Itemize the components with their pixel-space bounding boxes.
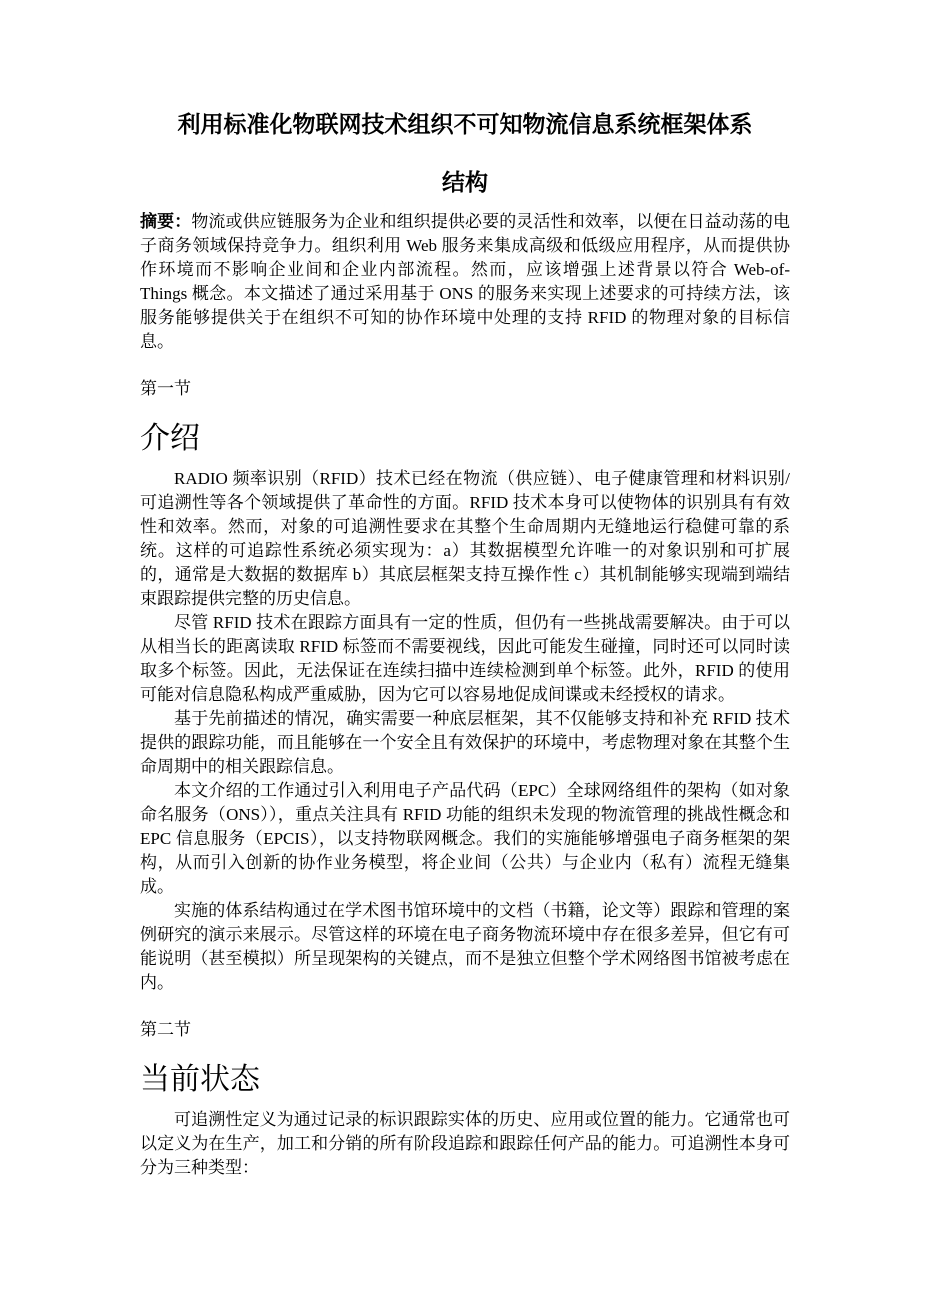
abstract-paragraph xyxy=(140,210,790,354)
section-1-paragraph-5: 实施的体系结构通过在学术图书馆环境中的文档（书籍，论文等）跟踪和管理的案例研究的演示来展示。尽管这样的环境在电子商务物流环境中存在很多差异，但它有可能说明（甚至模拟）所呈现架构的关键点，而不是独立但整个学术网络图书馆被考虑在内。 xyxy=(140,901,790,992)
section-1-paragraph-2: 尽管 RFID 技术在跟踪方面具有一定的性质，但仍有一些挑战需要解决。由于可以从相当长的距离读取 RFID 标签而不需要视线，因此可能发生碰撞，同时还可以同时读取多个标签。因此，无法保证在连续扫描中连续检测到单个标签。此外，RFID 的使用可能对信息隐私构成严重威胁，因为它可以容易地促成间谍或未经授权的请求。 xyxy=(140,613,790,704)
document-title xyxy=(140,112,790,196)
section-2-label: 第二节 xyxy=(140,1020,191,1039)
section-1-label: 第一节 xyxy=(140,379,191,398)
abstract-text: 物流或供应链服务为企业和组织提供必要的灵活性和效率，以便在日益动荡的电子商务领域保持竞争力。组织利用 Web 服务来集成高级和低级应用程序，从而提供协作环境而不影响企业间和企业内部流程。然而，应该增强上述背景以符合 Web-of-Things 概念。本文描述了通过采用基于 ONS 的服务来实现上述要求的可持续方法，该服务能够提供关于在组织不可知的协作环境中处理的支持 RFID 的物理对象的目标信息。 xyxy=(140,212,791,351)
section-1-paragraph-1: RADIO 频率识别（RFID）技术已经在物流（供应链）、电子健康管理和材料识别/可追溯性等各个领域提供了革命性的方面。RFID 技术本身可以使物体的识别具有有效性和效率。然而，对象的可追溯性要求在其整个生命周期内无缝地运行稳健可靠的系统。这样的可追踪性系统必须实现为：a）其数据模型允许唯一的对象识别和可扩展的，通常是大数据的数据库 b）其底层框架支持互操作性 c）其机制能够实现端到端结束跟踪提供完整的历史信息。 xyxy=(140,469,790,608)
title-line-2: 结构 xyxy=(442,170,488,195)
section-2-paragraph-1: 可追溯性定义为通过记录的标识跟踪实体的历史、应用或位置的能力。它通常也可以定义为在生产，加工和分销的所有阶段追踪和跟踪任何产品的能力。可追溯性本身可分为三种类型： xyxy=(140,1110,790,1177)
section-1-paragraph-3: 基于先前描述的情况，确实需要一种底层框架，其不仅能够支持和补充 RFID 技术提供的跟踪功能，而且能够在一个安全且有效保护的环境中，考虑物理对象在其整个生命周期中的相关跟踪信息。 xyxy=(140,709,790,776)
abstract-label: 摘要： xyxy=(140,212,192,231)
section-2-heading: 当前状态 xyxy=(140,1063,260,1096)
section-1-paragraph-4: 本文介绍的工作通过引入利用电子产品代码（EPC）全球网络组件的架构（如对象命名服务（ONS）），重点关注具有 RFID 功能的组织未发现的物流管理的挑战性概念和 EPC 信息服务（EPCIS），以支持物联网概念。我们的实施能够增强电子商务框架的架构，从而引入创新的协作业务模型，将企业间（公共）与企业内（私有）流程无缝集成。 xyxy=(140,781,790,896)
title-line-1: 利用标准化物联网技术组织不可知物流信息系统框架体系 xyxy=(177,112,753,137)
section-1-heading: 介绍 xyxy=(140,422,200,455)
